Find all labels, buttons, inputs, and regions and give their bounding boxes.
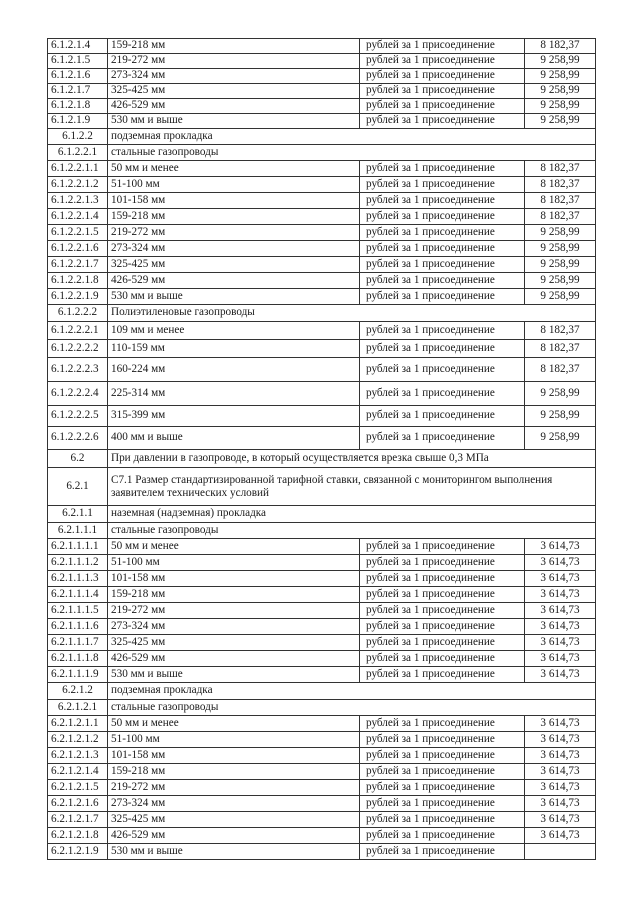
row-description: 273-324 мм (108, 69, 360, 84)
row-unit: рублей за 1 присоединение (360, 289, 525, 305)
row-code: 6.1.2.2.1.4 (48, 209, 108, 225)
row-unit: рублей за 1 присоединение (360, 635, 525, 651)
row-code: 6.1.2.1.4 (48, 39, 108, 54)
row-description: 426-529 мм (108, 828, 360, 844)
tariff-table (47, 38, 596, 860)
table-row (48, 555, 596, 571)
row-value: 9 258,99 (525, 382, 596, 406)
table-row (48, 828, 596, 844)
row-unit: рублей за 1 присоединение (360, 780, 525, 796)
row-unit: рублей за 1 присоединение (360, 716, 525, 732)
row-code: 6.1.2.2.2.4 (48, 382, 108, 406)
row-value: 3 614,73 (525, 748, 596, 764)
table-row (48, 587, 596, 603)
table-row (48, 619, 596, 635)
row-code: 6.2.1 (48, 468, 108, 506)
row-code: 6.2.1.2.1.9 (48, 844, 108, 860)
row-description: 219-272 мм (108, 225, 360, 241)
section-title: подземная прокладка (108, 683, 596, 700)
table-row (48, 667, 596, 683)
row-code: 6.1.2.2.1.8 (48, 273, 108, 289)
row-unit: рублей за 1 присоединение (360, 796, 525, 812)
row-unit: рублей за 1 присоединение (360, 828, 525, 844)
row-value: 3 614,73 (525, 828, 596, 844)
tariff-table-body (48, 39, 596, 860)
row-unit: рублей за 1 присоединение (360, 225, 525, 241)
row-value: 9 258,99 (525, 225, 596, 241)
row-code: 6.2.1.1.1.6 (48, 619, 108, 635)
table-row (48, 241, 596, 257)
row-unit: рублей за 1 присоединение (360, 54, 525, 69)
row-description: 219-272 мм (108, 603, 360, 619)
row-description: 101-158 мм (108, 748, 360, 764)
table-row (48, 651, 596, 667)
row-value: 3 614,73 (525, 587, 596, 603)
section-row (48, 305, 596, 322)
row-description: 110-159 мм (108, 340, 360, 358)
row-code: 6.1.2.2.2.5 (48, 406, 108, 427)
row-code: 6.1.2.2.1.2 (48, 177, 108, 193)
row-unit: рублей за 1 присоединение (360, 764, 525, 780)
table-row (48, 193, 596, 209)
row-value: 3 614,73 (525, 539, 596, 555)
row-description: 159-218 мм (108, 764, 360, 780)
row-description: 219-272 мм (108, 780, 360, 796)
row-value: 9 258,99 (525, 427, 596, 450)
row-unit: рублей за 1 присоединение (360, 39, 525, 54)
row-description: 426-529 мм (108, 273, 360, 289)
row-unit: рублей за 1 присоединение (360, 241, 525, 257)
row-value: 3 614,73 (525, 812, 596, 828)
row-value: 8 182,37 (525, 358, 596, 382)
row-description: 50 мм и менее (108, 539, 360, 555)
row-value: 9 258,99 (525, 257, 596, 273)
row-code: 6.2.1.2.1.8 (48, 828, 108, 844)
row-description: 325-425 мм (108, 84, 360, 99)
row-description: 159-218 мм (108, 39, 360, 54)
row-value: 9 258,99 (525, 114, 596, 129)
table-row (48, 161, 596, 177)
row-code: 6.1.2.2.1 (48, 145, 108, 161)
row-code: 6.2.1.2.1.4 (48, 764, 108, 780)
row-unit: рублей за 1 присоединение (360, 382, 525, 406)
row-code: 6.1.2.2 (48, 129, 108, 145)
row-value: 3 614,73 (525, 603, 596, 619)
row-unit: рублей за 1 присоединение (360, 555, 525, 571)
row-unit: рублей за 1 присоединение (360, 844, 525, 860)
row-code: 6.2.1.1.1.5 (48, 603, 108, 619)
row-unit: рублей за 1 присоединение (360, 84, 525, 99)
table-row (48, 99, 596, 114)
row-description: 273-324 мм (108, 796, 360, 812)
row-description: 160-224 мм (108, 358, 360, 382)
row-code: 6.1.2.1.9 (48, 114, 108, 129)
table-row (48, 289, 596, 305)
row-description: 426-529 мм (108, 99, 360, 114)
row-value: 3 614,73 (525, 780, 596, 796)
row-description: 400 мм и выше (108, 427, 360, 450)
row-unit: рублей за 1 присоединение (360, 732, 525, 748)
row-code: 6.2.1.1.1.2 (48, 555, 108, 571)
table-row (48, 539, 596, 555)
row-description: 50 мм и менее (108, 716, 360, 732)
table-row (48, 635, 596, 651)
row-unit: рублей за 1 присоединение (360, 812, 525, 828)
row-code: 6.2.1.1.1 (48, 523, 108, 539)
row-code: 6.2.1.1.1.3 (48, 571, 108, 587)
row-description: 530 мм и выше (108, 289, 360, 305)
table-row (48, 812, 596, 828)
row-code: 6.2.1.1.1.9 (48, 667, 108, 683)
section-title: стальные газопроводы (108, 700, 596, 716)
row-description: 50 мм и менее (108, 161, 360, 177)
row-description: 325-425 мм (108, 635, 360, 651)
row-value: 3 614,73 (525, 555, 596, 571)
section-title: С7.1 Размер стандартизированной тарифной ставки, связанной с мониторингом выполнения заявителем технических условий (108, 468, 596, 506)
row-value: 8 182,37 (525, 39, 596, 54)
row-code: 6.2.1.1.1.7 (48, 635, 108, 651)
table-row (48, 39, 596, 54)
row-description: 109 мм и менее (108, 322, 360, 340)
section-row (48, 523, 596, 539)
row-description: 219-272 мм (108, 54, 360, 69)
row-unit: рублей за 1 присоединение (360, 193, 525, 209)
row-description: 101-158 мм (108, 571, 360, 587)
row-description: 51-100 мм (108, 732, 360, 748)
section-title: наземная (надземная) прокладка (108, 506, 596, 523)
row-description: 325-425 мм (108, 812, 360, 828)
row-code: 6.2 (48, 450, 108, 468)
row-unit: рублей за 1 присоединение (360, 273, 525, 289)
section-row (48, 506, 596, 523)
row-unit: рублей за 1 присоединение (360, 603, 525, 619)
row-code: 6.1.2.1.5 (48, 54, 108, 69)
row-value: 9 258,99 (525, 69, 596, 84)
row-code: 6.1.2.2.2.2 (48, 340, 108, 358)
row-description: 159-218 мм (108, 209, 360, 225)
table-row (48, 603, 596, 619)
row-unit: рублей за 1 присоединение (360, 587, 525, 603)
section-row (48, 450, 596, 468)
table-row (48, 114, 596, 129)
table-row (48, 209, 596, 225)
table-row (48, 732, 596, 748)
row-description: 51-100 мм (108, 555, 360, 571)
row-unit: рублей за 1 присоединение (360, 114, 525, 129)
row-value: 9 258,99 (525, 289, 596, 305)
row-code: 6.2.1.2.1 (48, 700, 108, 716)
row-unit: рублей за 1 присоединение (360, 99, 525, 114)
table-row (48, 340, 596, 358)
table-row (48, 322, 596, 340)
section-title: подземная прокладка (108, 129, 596, 145)
section-title: стальные газопроводы (108, 145, 596, 161)
row-unit: рублей за 1 присоединение (360, 161, 525, 177)
section-row (48, 129, 596, 145)
row-value: 8 182,37 (525, 209, 596, 225)
table-row (48, 571, 596, 587)
row-code: 6.2.1.1.1.8 (48, 651, 108, 667)
row-code: 6.1.2.2.2.6 (48, 427, 108, 450)
row-unit: рублей за 1 присоединение (360, 177, 525, 193)
section-row (48, 700, 596, 716)
table-row (48, 177, 596, 193)
row-code: 6.1.2.2.1.1 (48, 161, 108, 177)
row-description: 530 мм и выше (108, 667, 360, 683)
row-code: 6.2.1.2.1.3 (48, 748, 108, 764)
row-description: 101-158 мм (108, 193, 360, 209)
row-unit: рублей за 1 присоединение (360, 69, 525, 84)
section-row (48, 683, 596, 700)
table-row (48, 54, 596, 69)
row-code: 6.2.1.2.1.7 (48, 812, 108, 828)
row-unit: рублей за 1 присоединение (360, 651, 525, 667)
row-code: 6.1.2.1.6 (48, 69, 108, 84)
row-unit: рублей за 1 присоединение (360, 427, 525, 450)
row-unit: рублей за 1 присоединение (360, 406, 525, 427)
row-value: 3 614,73 (525, 635, 596, 651)
row-description: 159-218 мм (108, 587, 360, 603)
row-code: 6.1.2.1.7 (48, 84, 108, 99)
row-code: 6.1.2.2.2.3 (48, 358, 108, 382)
row-description: 315-399 мм (108, 406, 360, 427)
row-unit: рублей за 1 присоединение (360, 667, 525, 683)
row-code: 6.2.1.2.1.6 (48, 796, 108, 812)
row-description: 530 мм и выше (108, 844, 360, 860)
table-row (48, 716, 596, 732)
row-unit: рублей за 1 присоединение (360, 748, 525, 764)
section-title: стальные газопроводы (108, 523, 596, 539)
row-code: 6.1.2.1.8 (48, 99, 108, 114)
row-value: 3 614,73 (525, 764, 596, 780)
table-row (48, 84, 596, 99)
row-value: 9 258,99 (525, 406, 596, 427)
table-row (48, 406, 596, 427)
table-row (48, 257, 596, 273)
table-row (48, 273, 596, 289)
row-value: 3 614,73 (525, 667, 596, 683)
row-code: 6.1.2.2.2 (48, 305, 108, 322)
row-code: 6.1.2.2.1.5 (48, 225, 108, 241)
row-unit: рублей за 1 присоединение (360, 209, 525, 225)
row-value: 8 182,37 (525, 161, 596, 177)
row-description: 51-100 мм (108, 177, 360, 193)
section-title: Полиэтиленовые газопроводы (108, 305, 596, 322)
row-unit: рублей за 1 присоединение (360, 539, 525, 555)
table-row (48, 427, 596, 450)
row-description: 273-324 мм (108, 241, 360, 257)
row-code: 6.1.2.2.1.6 (48, 241, 108, 257)
section-row (48, 468, 596, 506)
row-code: 6.1.2.2.1.3 (48, 193, 108, 209)
row-unit: рублей за 1 присоединение (360, 358, 525, 382)
row-code: 6.2.1.2 (48, 683, 108, 700)
row-value: 9 258,99 (525, 273, 596, 289)
row-description: 325-425 мм (108, 257, 360, 273)
table-row (48, 748, 596, 764)
row-value: 9 258,99 (525, 84, 596, 99)
row-value: 8 182,37 (525, 193, 596, 209)
row-code: 6.2.1.2.1.1 (48, 716, 108, 732)
table-row (48, 764, 596, 780)
row-description: 273-324 мм (108, 619, 360, 635)
row-value: 3 614,73 (525, 651, 596, 667)
row-code: 6.1.2.2.2.1 (48, 322, 108, 340)
row-description: 530 мм и выше (108, 114, 360, 129)
row-unit: рублей за 1 присоединение (360, 619, 525, 635)
row-description: 225-314 мм (108, 382, 360, 406)
row-code: 6.2.1.1.1.4 (48, 587, 108, 603)
row-value: 8 182,37 (525, 322, 596, 340)
row-code: 6.2.1.2.1.5 (48, 780, 108, 796)
row-value: 3 614,73 (525, 716, 596, 732)
row-value: 3 614,73 (525, 571, 596, 587)
row-value: 8 182,37 (525, 340, 596, 358)
row-value: 9 258,99 (525, 241, 596, 257)
row-value: 3 614,73 (525, 619, 596, 635)
table-row (48, 225, 596, 241)
row-value (525, 844, 596, 860)
row-unit: рублей за 1 присоединение (360, 322, 525, 340)
row-value: 8 182,37 (525, 177, 596, 193)
row-description: 426-529 мм (108, 651, 360, 667)
row-value: 9 258,99 (525, 99, 596, 114)
row-code: 6.1.2.2.1.9 (48, 289, 108, 305)
row-code: 6.1.2.2.1.7 (48, 257, 108, 273)
row-unit: рублей за 1 присоединение (360, 571, 525, 587)
section-title: При давлении в газопроводе, в который осуществляется врезка свыше 0,3 МПа (108, 450, 596, 468)
row-value: 3 614,73 (525, 796, 596, 812)
row-value: 9 258,99 (525, 54, 596, 69)
table-row (48, 780, 596, 796)
row-unit: рублей за 1 присоединение (360, 340, 525, 358)
table-row (48, 382, 596, 406)
row-code: 6.2.1.1.1.1 (48, 539, 108, 555)
row-value: 3 614,73 (525, 732, 596, 748)
table-row (48, 844, 596, 860)
row-unit: рублей за 1 присоединение (360, 257, 525, 273)
table-row (48, 358, 596, 382)
row-code: 6.2.1.2.1.2 (48, 732, 108, 748)
table-row (48, 796, 596, 812)
table-row (48, 69, 596, 84)
section-row (48, 145, 596, 161)
row-code: 6.2.1.1 (48, 506, 108, 523)
